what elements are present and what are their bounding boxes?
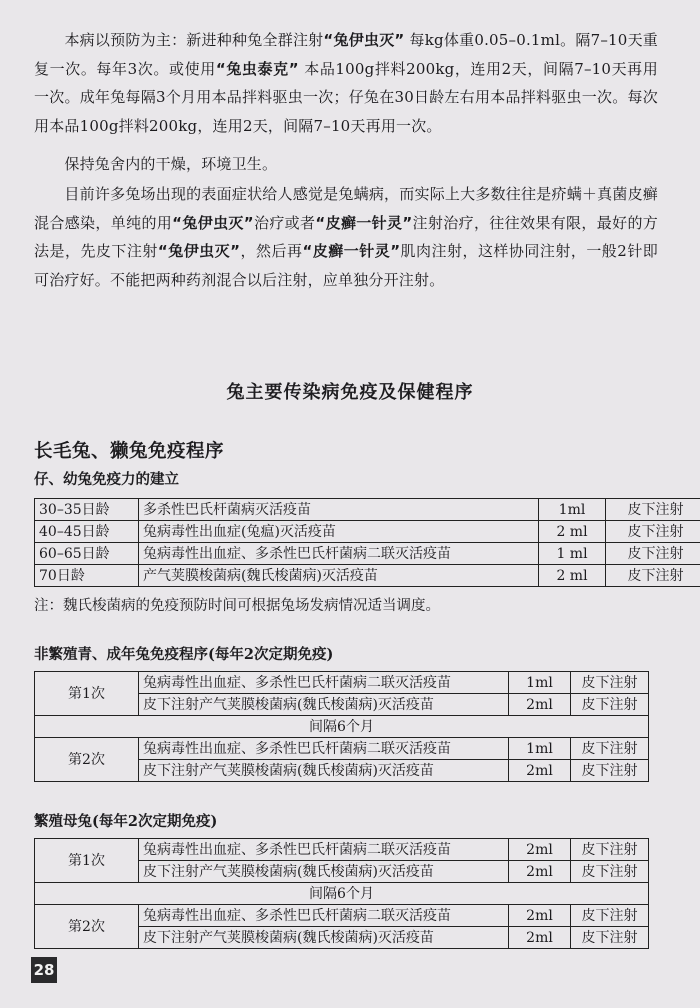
route-cell: 皮下注射 xyxy=(571,694,649,716)
age-cell: 40–45日龄 xyxy=(35,521,139,543)
interval-cell: 间隔6个月 xyxy=(35,716,649,738)
text-run: 本病以预防为主：新进种种兔全群注射 xyxy=(64,31,324,49)
table-row xyxy=(35,521,700,543)
dose-cell: 2 ml xyxy=(539,521,606,543)
dose-cell: 2ml xyxy=(509,927,571,949)
heading-main: 长毛兔、獭兔免疫程序 xyxy=(34,441,225,462)
vaccine-cell: 产气荚膜梭菌病(魏氏梭菌病)灭活疫苗 xyxy=(139,565,539,587)
route-cell: 皮下注射 xyxy=(571,738,649,760)
route-cell: 皮下注射 xyxy=(571,905,649,927)
dose-cell: 2ml xyxy=(509,760,571,782)
text-run: 保持兔舍内的干燥，环境卫生。 xyxy=(64,155,278,173)
dose-cell: 2ml xyxy=(509,839,571,861)
text-run: 每kg体重0.05–0.1ml。隔7–10天重复一次。每年3次。或使用 xyxy=(34,31,658,78)
text-run: 注射治疗，往往效果有限，最好的方法是，先皮下注射 xyxy=(34,213,658,260)
table-row xyxy=(35,565,700,587)
table-row xyxy=(35,543,700,565)
route-cell: 皮下注射 xyxy=(606,499,700,521)
vaccine-cell: 兔病毒性出血症(兔瘟)灭活疫苗 xyxy=(139,521,539,543)
vaccine-cell: 兔病毒性出血症、多杀性巴氏杆菌病二联灭活疫苗 xyxy=(139,839,509,861)
product-name: “皮癣一针灵” xyxy=(315,213,413,232)
text-run: 本品100g拌料200kg，连用2天，间隔7–10天再用一次。成年兔每隔3个月用本品拌料驱虫一次；仔兔在30日龄左右用本品拌料驱虫一次。每次用本品100g拌料200kg，连用2天，间隔7–10天再用一次。 xyxy=(34,59,658,135)
product-name: “兔伊虫灭” xyxy=(172,213,254,232)
round-cell: 第2次 xyxy=(35,738,139,782)
round-cell: 第1次 xyxy=(35,672,139,716)
adult-immunization-table xyxy=(34,671,649,782)
interval-row xyxy=(35,716,649,738)
page-number: 28 xyxy=(31,957,57,983)
product-name: “兔伊虫灭” xyxy=(323,31,405,49)
route-cell: 皮下注射 xyxy=(606,543,700,565)
route-cell: 皮下注射 xyxy=(606,565,700,587)
dose-cell: 1ml xyxy=(509,738,571,760)
vaccine-cell: 兔病毒性出血症、多杀性巴氏杆菌病二联灭活疫苗 xyxy=(139,905,509,927)
round-cell: 第2次 xyxy=(35,905,139,949)
age-cell: 70日龄 xyxy=(35,565,139,587)
dose-cell: 2ml xyxy=(509,694,571,716)
route-cell: 皮下注射 xyxy=(571,927,649,949)
age-cell: 60–65日龄 xyxy=(35,543,139,565)
heading-adult: 非繁殖青、成年兔免疫程序(每年2次定期免疫) xyxy=(34,646,334,663)
text-run: 治疗或者 xyxy=(253,213,316,232)
round-cell: 第1次 xyxy=(35,839,139,883)
route-cell: 皮下注射 xyxy=(571,839,649,861)
table-row xyxy=(35,738,649,760)
table-row xyxy=(35,499,700,521)
vaccine-cell: 兔病毒性出血症、多杀性巴氏杆菌病二联灭活疫苗 xyxy=(139,672,509,694)
table-row xyxy=(35,672,649,694)
paragraph-hygiene xyxy=(34,150,658,179)
dose-cell: 2ml xyxy=(509,861,571,883)
young-immunization-table xyxy=(34,498,700,587)
vaccine-cell: 多杀性巴氏杆菌病灭活疫苗 xyxy=(139,499,539,521)
note-text: 注：魏氏梭菌病的免疫预防时间可根据兔场发病情况适当调度。 xyxy=(34,598,440,614)
dose-cell: 2ml xyxy=(509,905,571,927)
breeding-immunization-table xyxy=(34,838,649,949)
route-cell: 皮下注射 xyxy=(606,521,700,543)
vaccine-cell: 兔病毒性出血症、多杀性巴氏杆菌病二联灭活疫苗 xyxy=(139,738,509,760)
age-cell: 30–35日龄 xyxy=(35,499,139,521)
vaccine-cell: 兔病毒性出血症、多杀性巴氏杆菌病二联灭活疫苗 xyxy=(139,543,539,565)
heading-breeding: 繁殖母兔(每年2次定期免疫) xyxy=(34,813,218,830)
text-run: 目前许多兔场出现的表面症状给人感觉是兔螨病，而实际上大多数往往是疥螨＋真菌皮癣混合感染，单纯的用 xyxy=(34,185,658,232)
heading-young: 仔、幼兔免疫力的建立 xyxy=(34,471,179,488)
table-row xyxy=(35,905,649,927)
interval-cell: 间隔6个月 xyxy=(35,883,649,905)
paragraph-treatment xyxy=(34,180,658,294)
route-cell: 皮下注射 xyxy=(571,760,649,782)
vaccine-cell: 皮下注射产气荚膜梭菌病(魏氏梭菌病)灭活疫苗 xyxy=(139,927,509,949)
dose-cell: 1ml xyxy=(509,672,571,694)
route-cell: 皮下注射 xyxy=(571,672,649,694)
table-row xyxy=(35,839,649,861)
product-name: “兔伊虫灭” xyxy=(157,242,241,260)
dose-cell: 1 ml xyxy=(539,543,606,565)
text-run: ，然后再 xyxy=(240,242,303,260)
dose-cell: 1ml xyxy=(539,499,606,521)
product-name: “兔虫泰克” xyxy=(215,59,299,78)
section-title: 兔主要传染病免疫及保健程序 xyxy=(226,382,474,403)
vaccine-cell: 皮下注射产气荚膜梭菌病(魏氏梭菌病)灭活疫苗 xyxy=(139,694,509,716)
route-cell: 皮下注射 xyxy=(571,861,649,883)
text-run: 肌肉注射，这样协同注射，一般2针即可治疗好。不能把两种药剂混合以后注射，应单独分开注射。 xyxy=(34,242,658,289)
interval-row xyxy=(35,883,649,905)
vaccine-cell: 皮下注射产气荚膜梭菌病(魏氏梭菌病)灭活疫苗 xyxy=(139,760,509,782)
paragraph-prevention xyxy=(34,26,658,140)
product-name: “皮癣一针灵” xyxy=(302,242,401,260)
dose-cell: 2 ml xyxy=(539,565,606,587)
vaccine-cell: 皮下注射产气荚膜梭菌病(魏氏梭菌病)灭活疫苗 xyxy=(139,861,509,883)
